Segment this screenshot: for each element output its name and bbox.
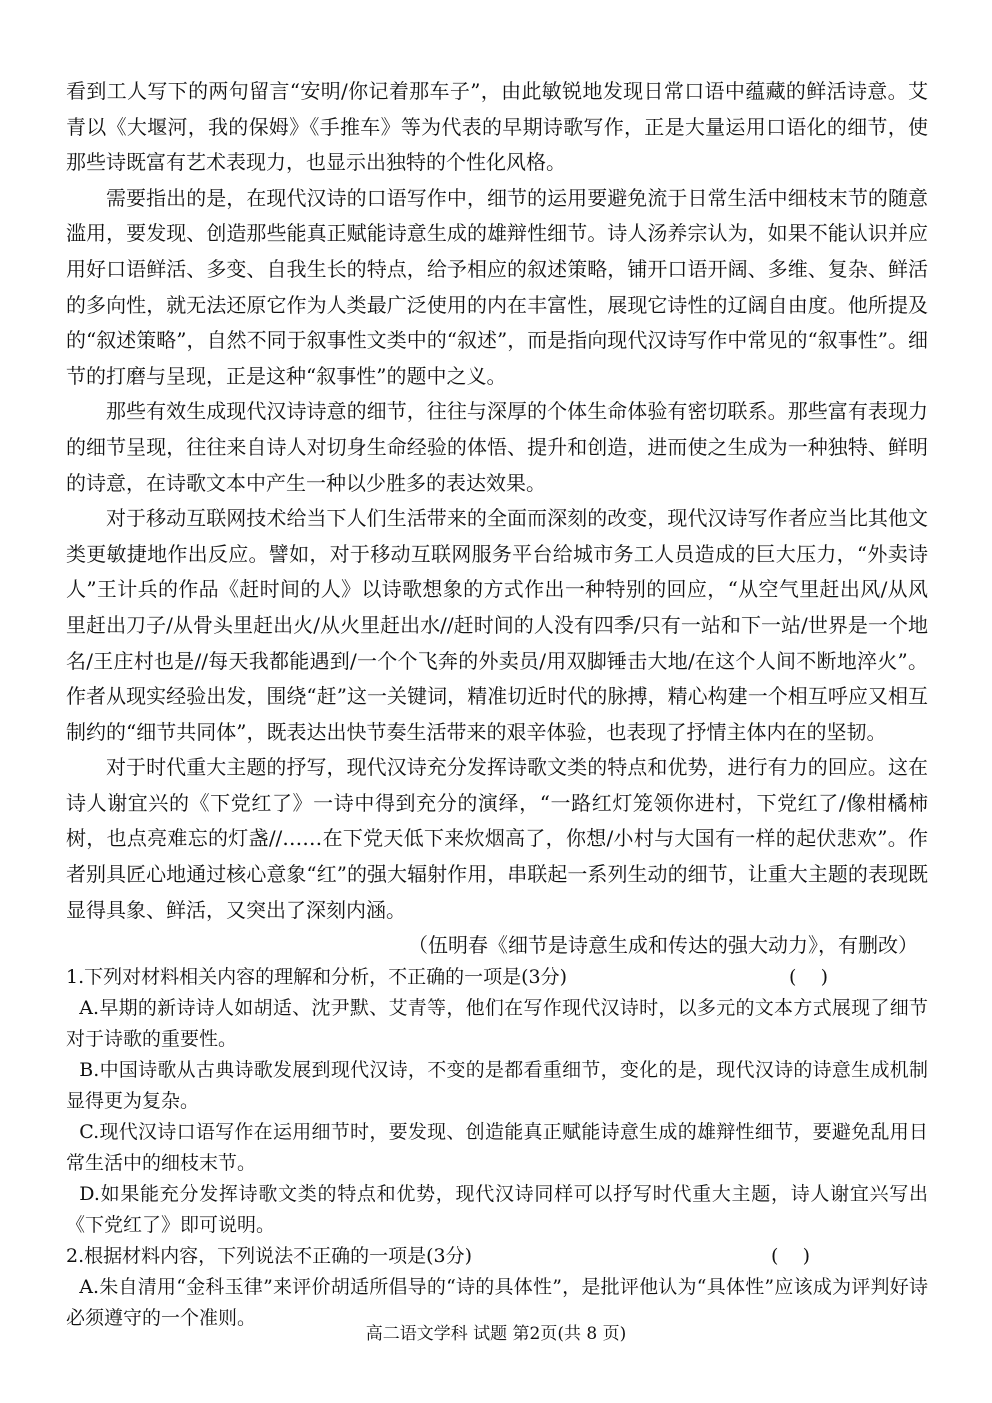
question-stem: 2.根据材料内容，下列说法不正确的一项是(3分): [66, 1245, 473, 1268]
passage-paragraph-1: 看到工人写下的两句留言“安明/你记着那车子”，由此敏锐地发现日常口语中蕴藏的鲜活诗意。艾青以《大堰河，我的保姆》《手推车》等为代表的早期诗歌写作，正是大量运用口语化的细节，使那些诗既富有艺术表现力，也显示出独特的个性化风格。: [66, 79, 928, 175]
passage-paragraph-4: 对于移动互联网技术给当下人们生活带来的全面而深刻的改变，现代汉诗写作者应当比其他文类更敏捷地作出反应。譬如，对于移动互联网服务平台给城市务工人员造成的巨大压力，“外卖诗人”王计兵的作品《赶时间的人》以诗歌想象的方式作出一种特别的回应，“从空气里赶出风/从风里赶出刀子/从骨头里赶出火/从火里赶出水//赶时间的人没有四季/只有一站和下一站/世界是一个地名/王庄村也是//每天我都能遇到/一个个飞奔的外卖员/用双脚锤击大地/在这个人间不断地淬火”。作者从现实经验出发，围绕“赶”这一关键词，精准切近时代的脉搏，精心构建一个相互呼应又相互制约的“细节共同体”，既表达出快节奏生活带来的艰辛体验，也表现了抒情主体内在的坚韧。: [66, 506, 928, 744]
question-2: [66, 1241, 928, 1334]
exam-page: [66, 74, 928, 1334]
option-a: A.早期的新诗诗人如胡适、沈尹默、艾青等，他们在写作现代汉诗时，以多元的文本方式展现了细节对于诗歌的重要性。: [66, 997, 928, 1051]
option-a: A.朱自清用“金科玉律”来评价胡适所倡导的“诗的具体性”，是批评他认为“具体性”应该成为评判好诗必须遵守的一个准则。: [66, 1276, 928, 1330]
option-d: D.如果能充分发挥诗歌文类的特点和优势，现代汉诗同样可以抒写时代重大主题，诗人谢宜兴写出《下党红了》即可说明。: [66, 1183, 928, 1237]
question-stem-row: [66, 1241, 928, 1272]
question-1: [66, 962, 928, 1241]
answer-blank: ( ): [771, 1245, 810, 1268]
source-citation: （伍明春《细节是诗意生成和传达的强大动力》，有删改）: [408, 933, 918, 958]
option-b: B.中国诗歌从古典诗歌发展到现代汉诗，不变的是都看重细节，变化的是，现代汉诗的诗意生成机制显得更为复杂。: [66, 1059, 928, 1113]
page-footer: 高二语文学科 试题 第2页(共 8 页): [365, 1324, 627, 1344]
passage-paragraph-3: 那些有效生成现代汉诗诗意的细节，往往与深厚的个体生命体验有密切联系。那些富有表现力的细节呈现，往往来自诗人对切身生命经验的体悟、提升和创造，进而使之生成为一种独特、鲜明的诗意，在诗歌文本中产生一种以少胜多的表达效果。: [66, 399, 928, 495]
question-stem-row: [66, 962, 928, 993]
passage-paragraph-2: 需要指出的是，在现代汉诗的口语写作中，细节的运用要避免流于日常生活中细枝末节的随意滥用，要发现、创造那些能真正赋能诗意生成的雄辩性细节。诗人汤养宗认为，如果不能认识并应用好口语鲜活、多变、自我生长的特点，给予相应的叙述策略，铺开口语开阔、多维、复杂、鲜活的多向性，就无法还原它作为人类最广泛使用的内在丰富性，展现它诗性的辽阔自由度。他所提及的“叙述策略”，自然不同于叙事性文类中的“叙述”，而是指向现代汉诗写作中常见的“叙事性”。细节的打磨与呈现，正是这种“叙事性”的题中之义。: [66, 185, 928, 388]
answer-blank: ( ): [789, 966, 828, 989]
question-stem: 1.下列对材料相关内容的理解和分析，不正确的一项是(3分): [66, 966, 568, 989]
option-c: C.现代汉诗口语写作在运用细节时，要发现、创造能真正赋能诗意生成的雄辩性细节，要避免乱用日常生活中的细枝末节。: [66, 1121, 928, 1175]
passage-paragraph-5: 对于时代重大主题的抒写，现代汉诗充分发挥诗歌文类的特点和优势，进行有力的回应。这在诗人谢宜兴的《下党红了》一诗中得到充分的演绎，“一路红灯笼领你进村，下党红了/像柑橘柿树，也点亮难忘的灯盏//……在下党天低下来炊烟高了，你想/小村与大国有一样的起伏悲欢”。作者别具匠心地通过核心意象“红”的强大辐射作用，串联起一系列生动的细节，让重大主题的表现既显得具象、鲜活，又突出了深刻内涵。: [66, 755, 928, 922]
